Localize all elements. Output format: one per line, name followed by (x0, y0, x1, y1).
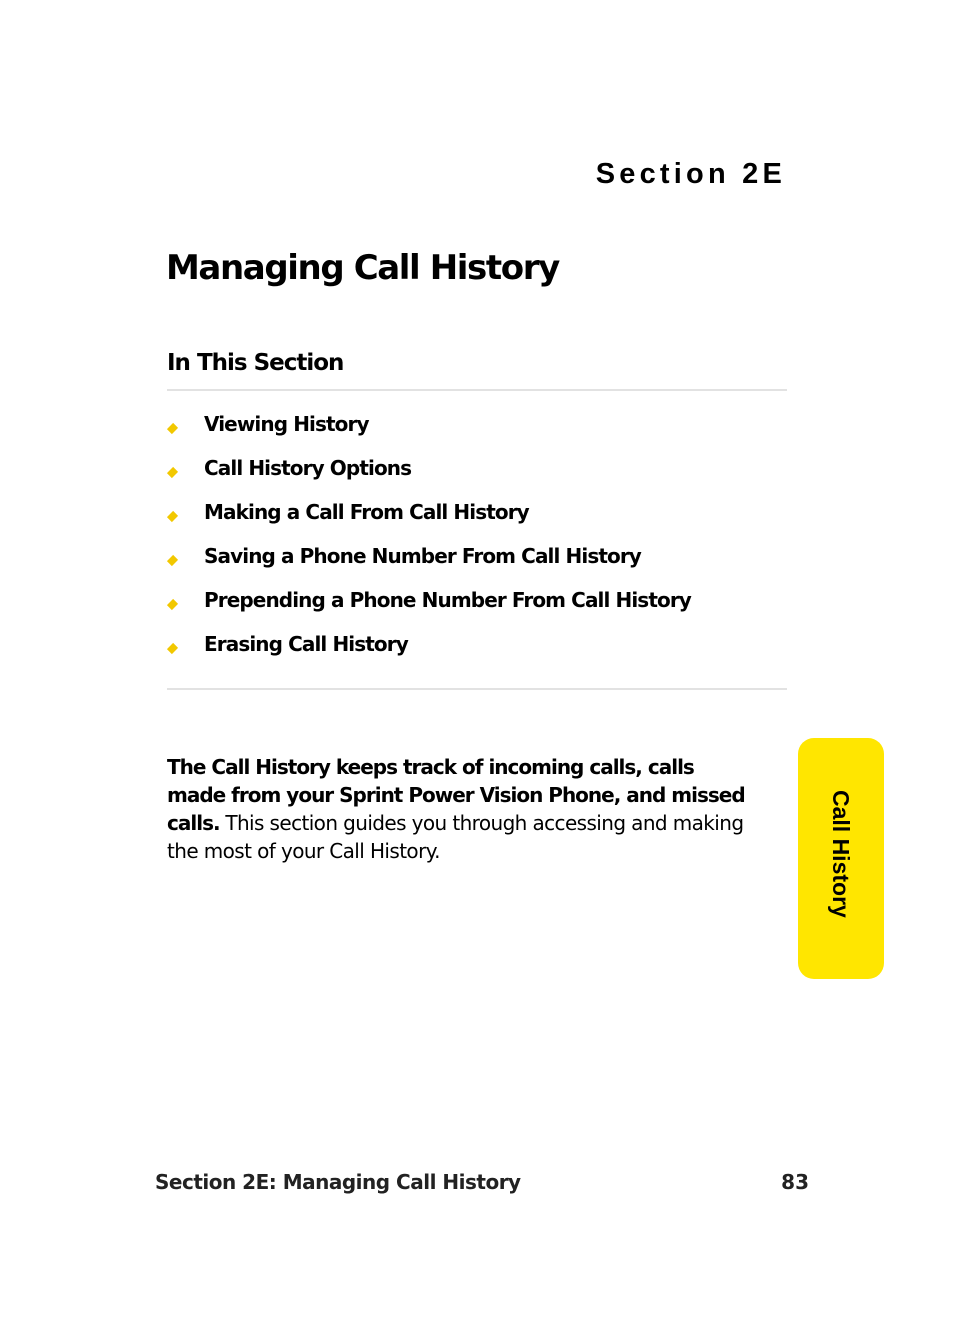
list-item-label[interactable]: Viewing History (204, 412, 369, 436)
side-tab-label: Call History (828, 790, 854, 918)
section-contents-list (167, 407, 787, 671)
diamond-bullet-icon (167, 423, 178, 434)
list-item-label[interactable]: Saving a Phone Number From Call History (204, 544, 641, 568)
top-divider (167, 389, 787, 391)
diamond-bullet-icon (167, 643, 178, 654)
list-item-label[interactable]: Call History Options (204, 456, 412, 480)
chapter-side-tab (798, 738, 884, 979)
in-this-section-heading: In This Section (167, 350, 344, 376)
list-item-label[interactable]: Making a Call From Call History (204, 500, 529, 524)
intro-body: This section guides you through accessing and making the most of your Call History. (167, 811, 744, 863)
diamond-bullet-icon (167, 599, 178, 610)
page-title: Managing Call History (166, 248, 559, 288)
footer-section-title: Section 2E: Managing Call History (155, 1170, 521, 1194)
intro-lead: The Call History keeps track of incoming calls, calls made from your Sprint Power Vision Phone, and missed calls. (167, 755, 745, 835)
diamond-bullet-icon (167, 467, 178, 478)
list-item-erasing-call-history[interactable] (167, 627, 787, 671)
list-item-viewing-history[interactable] (167, 407, 787, 451)
bottom-divider (167, 688, 787, 690)
section-label: Section 2E (595, 158, 786, 190)
diamond-bullet-icon (167, 511, 178, 522)
list-item-call-history-options[interactable] (167, 451, 787, 495)
intro-paragraph (167, 753, 757, 865)
list-item-label[interactable]: Prepending a Phone Number From Call History (204, 588, 691, 612)
list-item-prepending-a-phone-number[interactable] (167, 583, 787, 627)
list-item-label[interactable]: Erasing Call History (204, 632, 408, 656)
list-item-saving-a-phone-number[interactable] (167, 539, 787, 583)
list-item-making-a-call[interactable] (167, 495, 787, 539)
diamond-bullet-icon (167, 555, 178, 566)
page-number: 83 (781, 1170, 809, 1194)
